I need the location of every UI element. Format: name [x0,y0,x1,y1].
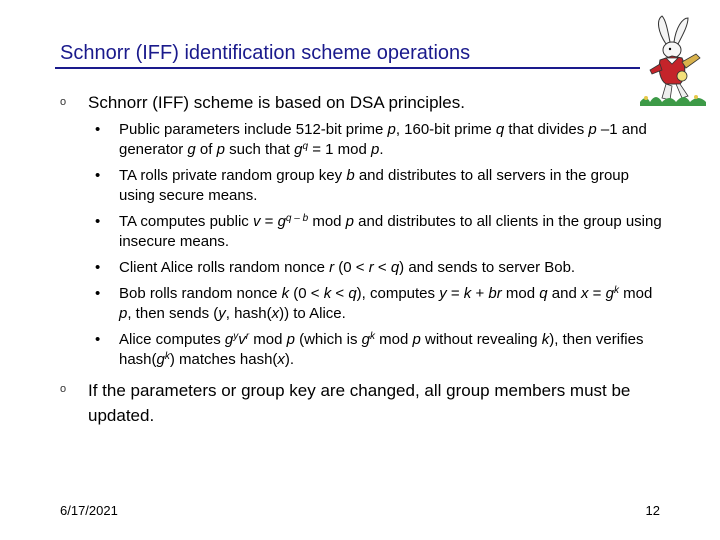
bullet-text: Schnorr (IFF) scheme is based on DSA principles. [88,93,465,112]
subbullet-text: Public parameters include 512-bit prime p, 160-bit prime q that divides p –1 and generator g of p such that $g^q = 1$ mod p. [119,121,647,158]
subbullet-text: Client Alice rolls random nonce r (0 < r < q) and sends to server Bob. [119,259,576,276]
subbullet-text: Bob rolls random nonce k (0 < k < q), computes y = k + br mod q and $x = g^k$ mod p, then sends (y, hash(x)) to Alice. [119,285,653,322]
bullet-dot: • [95,213,101,230]
bullet-dot: • [95,167,101,184]
slide-title: Schnorr (IFF) identification scheme operations [60,42,471,64]
bullet-marker: o [60,96,67,108]
title-underline [55,67,640,69]
bullet-dot: • [95,285,101,302]
bullet-dot: • [95,331,101,348]
bullet-text: If the parameters or group key are changed, all group members must be updated. [88,381,631,425]
subbullet-text: Alice computes $g^yv^r$ mod p (which is $g^k$ mod p without revealing k), then verifies $hash(g^k)$ matches hash(x). [119,331,644,368]
footer-date: 6/17/2021 [60,503,118,518]
bullet-dot: • [95,121,101,138]
bullet-marker: o [60,383,67,395]
page-number: 12 [645,503,660,518]
bullet-dot: • [95,259,101,276]
subbullet-text: TA computes public $v = g^{q - b}$ mod p and distributes to all clients in the group using insecure means. [119,213,662,250]
subbullet-text: TA rolls private random group key b and distributes to all servers in the group using secure means. [119,167,629,204]
